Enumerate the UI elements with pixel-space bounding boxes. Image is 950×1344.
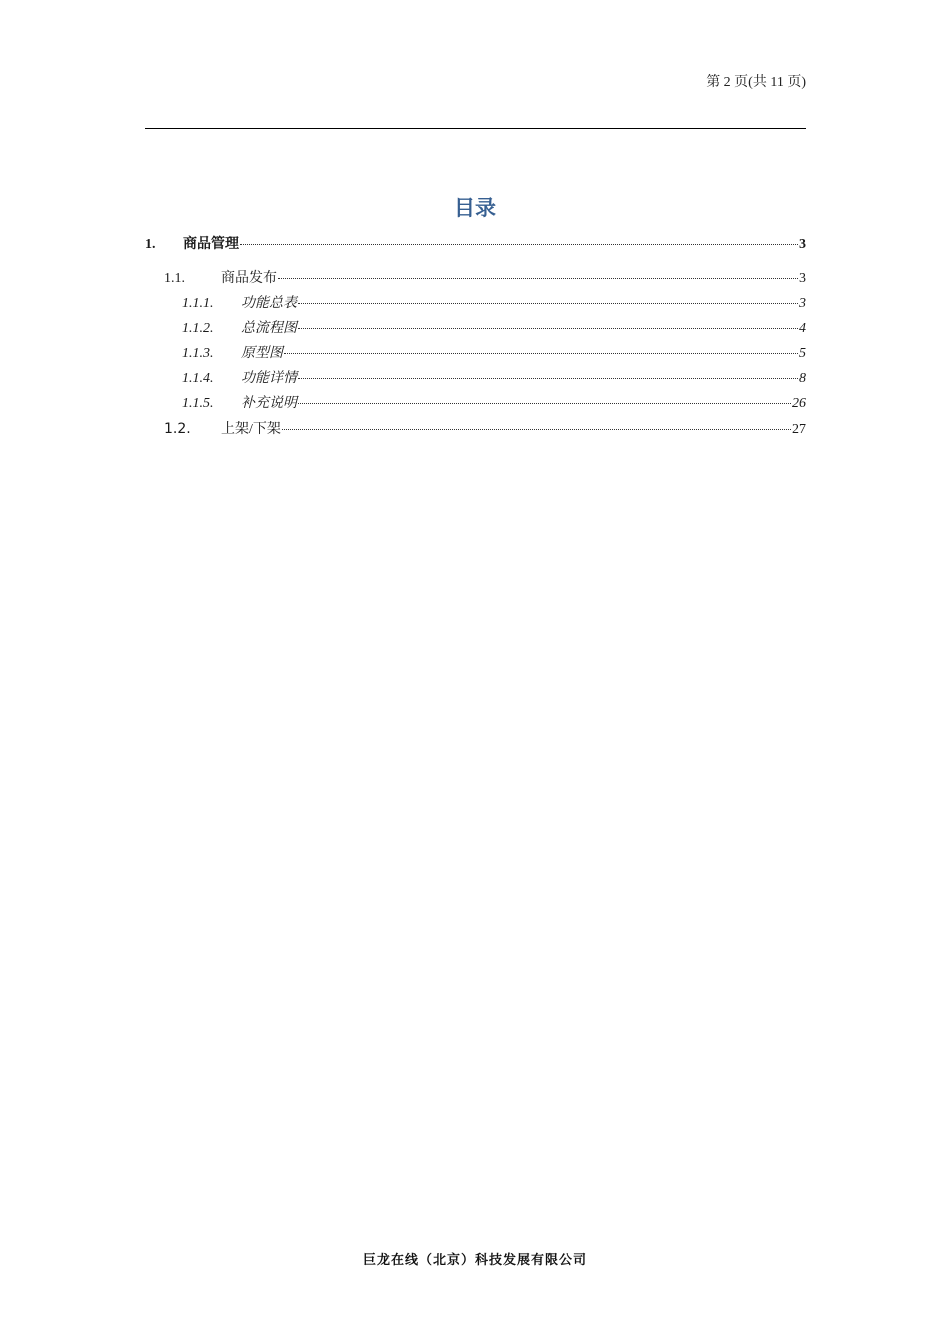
- toc-entry[interactable]: [145, 270, 806, 288]
- company-footer: 巨龙在线（北京）科技发展有限公司: [362, 1253, 587, 1268]
- toc-entry-number: 1.1.1.: [182, 296, 214, 311]
- toc-entry-title: 商品管理: [183, 237, 239, 252]
- toc-entry-title: 功能详情: [241, 371, 297, 386]
- toc-dot-leader: [298, 378, 798, 379]
- toc-entry-page: 3: [799, 237, 806, 252]
- toc-entry[interactable]: [145, 420, 806, 439]
- page-number-header: 第 2 页(共 11 页): [706, 75, 806, 90]
- toc-entry-page: 27: [792, 422, 806, 437]
- toc-dot-leader: [278, 278, 798, 279]
- toc-entry-title: 上架/下架: [221, 422, 281, 437]
- toc-entry-page: 5: [799, 346, 806, 361]
- toc-dot-leader: [298, 403, 791, 404]
- toc-entry-number: 1.1.: [164, 271, 185, 286]
- toc-entry[interactable]: [145, 395, 806, 413]
- toc-entry-page: 4: [799, 321, 806, 336]
- toc-title: 目录: [454, 196, 496, 220]
- toc-entry-number: 1.1.5.: [182, 396, 214, 411]
- toc-entry[interactable]: [145, 370, 806, 388]
- toc-entry-title: 总流程图: [241, 321, 297, 336]
- toc-entry[interactable]: [145, 236, 806, 254]
- toc-entry-page: 26: [792, 396, 806, 411]
- toc-entry-number: 1.2.: [164, 421, 191, 437]
- toc-dot-leader: [240, 244, 798, 245]
- toc-entry[interactable]: [145, 345, 806, 363]
- header-divider: [145, 128, 806, 129]
- toc-dot-leader: [298, 303, 798, 304]
- toc-entry-number: 1.1.4.: [182, 371, 214, 386]
- toc-dot-leader: [282, 429, 791, 430]
- toc-entry-number: 1.: [145, 237, 156, 252]
- toc-dot-leader: [284, 353, 798, 354]
- toc-entry-page: 3: [799, 296, 806, 311]
- toc-entry-title: 补充说明: [241, 396, 297, 411]
- toc-entry-number: 1.1.2.: [182, 321, 214, 336]
- toc-entry[interactable]: [145, 320, 806, 338]
- toc-dot-leader: [298, 328, 798, 329]
- toc-entry-title: 原型图: [241, 346, 283, 361]
- toc-entry-title: 商品发布: [221, 271, 277, 286]
- toc-entry-number: 1.1.3.: [182, 346, 214, 361]
- toc-entry-page: 8: [799, 371, 806, 386]
- toc-entry-page: 3: [799, 271, 806, 286]
- toc-entry[interactable]: [145, 295, 806, 313]
- toc-entry-title: 功能总表: [241, 296, 297, 311]
